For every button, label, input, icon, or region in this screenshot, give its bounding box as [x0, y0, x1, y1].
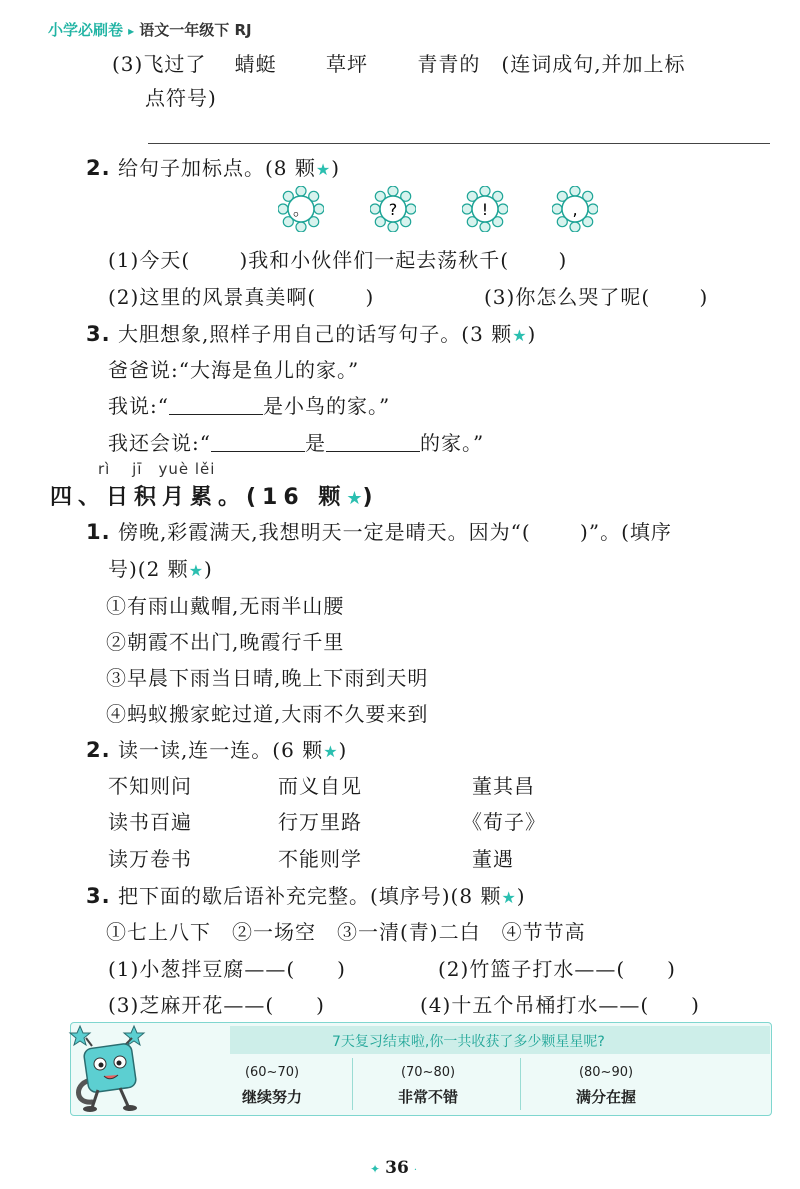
score-range: (80~90) — [578, 1065, 634, 1080]
question-title: 读一读,连一连。(6 颗 — [117, 738, 324, 762]
mascot-icon — [62, 1020, 158, 1116]
star-icon: ★ — [512, 326, 528, 345]
q2-line2a: (2)这里的风景真美啊( ) — [108, 285, 375, 309]
question-2 — [86, 152, 340, 181]
match-col1-item: 读书百遍 — [108, 810, 192, 834]
score-label: 满分在握 — [575, 1088, 636, 1106]
close-paren: ) — [362, 485, 379, 510]
match-col1-item: 不知则问 — [108, 774, 192, 798]
flower-comma-icon — [552, 186, 598, 232]
score-range: (60~70) — [244, 1065, 300, 1080]
section-pinyin: rì jī yuè lěi — [98, 460, 216, 478]
score-range: (70~80) — [400, 1065, 456, 1080]
star-icon: ★ — [501, 888, 517, 907]
question-number: 2. — [86, 738, 111, 762]
question-line1: 傍晚,彩霞满天,我想明天一定是晴天。因为“( )”。(填序 — [117, 520, 672, 544]
fill-blank[interactable] — [211, 433, 305, 452]
q3-line2-post: 是小鸟的家。” — [262, 394, 391, 418]
divider — [352, 1058, 353, 1110]
q3-example: 爸爸说:“大海是鱼儿的家。” — [108, 358, 360, 382]
q3-line2-pre: 我说:“ — [108, 394, 169, 418]
option-1: ①有雨山戴帽,无雨半山腰 — [106, 594, 345, 618]
close-paren: ) — [516, 884, 526, 908]
match-col3-item: 《荀子》 — [462, 810, 546, 834]
fill-blank[interactable] — [169, 396, 263, 415]
s4-question-1 — [86, 516, 672, 545]
question-title: 给句子加标点。(8 颗 — [117, 156, 316, 180]
s4q3-line2a: (3)芝麻开花——( ) — [108, 993, 325, 1017]
star-icon: ★ — [188, 561, 205, 580]
question-number: 2. — [86, 156, 111, 180]
star-icon: ★ — [346, 488, 363, 509]
sparkle-icon: ✦ — [370, 1162, 381, 1176]
option-4: ④蚂蚁搬家蛇过道,大雨不久要来到 — [106, 702, 429, 726]
q3-3-line2: 点符号) — [145, 86, 217, 110]
dot-icon: · — [413, 1165, 418, 1176]
question-title: 把下面的歇后语补充完整。(填序号)(8 颗 — [117, 884, 502, 908]
close-paren: ) — [527, 322, 537, 346]
divider — [520, 1058, 521, 1110]
match-col2-item: 而义自见 — [278, 774, 362, 798]
close-paren: ) — [338, 738, 348, 762]
s4-question-2 — [86, 734, 347, 763]
question-line2: 号)(2 颗 — [108, 557, 189, 581]
score-label: 继续努力 — [241, 1088, 302, 1106]
flower-mark: , — [572, 200, 578, 219]
flower-question-icon — [370, 186, 416, 232]
question-number: 1. — [86, 520, 111, 544]
header-arrow: ▸ — [128, 24, 135, 38]
close-paren: ) — [331, 156, 340, 180]
page-number-text: 36 — [385, 1158, 409, 1178]
q3-line3-pre: 我还会说:“ — [108, 431, 211, 455]
option-3: ③早晨下雨当日晴,晚上下雨到天明 — [106, 666, 429, 690]
q3-line3 — [108, 427, 484, 456]
match-col2-item: 不能则学 — [278, 847, 362, 871]
q3-line3-post: 的家。” — [419, 431, 485, 455]
flower-mark: 。 — [292, 200, 310, 219]
section-title-text: 四、日积月累。(16 颗 — [50, 485, 347, 510]
s4q3-line2b: (4)十五个吊桶打水——( ) — [420, 993, 700, 1017]
question-3 — [86, 318, 536, 347]
match-col3-item: 董其昌 — [472, 774, 535, 798]
header-subject: 语文一年级下 RJ — [139, 21, 252, 39]
q3-line3-mid: 是 — [304, 431, 326, 455]
section-title — [50, 480, 379, 511]
star-icon: ★ — [323, 742, 339, 761]
s4q3-choices: ①七上八下 ②一场空 ③一清(青)二白 ④节节高 — [106, 920, 586, 944]
option-2: ②朝霞不出门,晚霞行千里 — [106, 630, 345, 654]
s4q1-line2 — [108, 553, 213, 582]
s4-question-3 — [86, 880, 526, 909]
fill-blank[interactable] — [326, 433, 420, 452]
q3-3-line1: (3)飞过了 蜻蜓 草坪 青青的 (连词成句,并加上标 — [112, 52, 686, 76]
q2-line1: (1)今天( )我和小伙伴们一起去荡秋千( ) — [108, 248, 568, 272]
s4q3-line1b: (2)竹篮子打水——( ) — [438, 957, 676, 981]
flower-period-icon — [278, 186, 324, 232]
star-icon: ★ — [315, 160, 332, 179]
q2-line2b: (3)你怎么哭了呢( ) — [484, 285, 709, 309]
flower-exclaim-icon — [462, 186, 508, 232]
close-paren: ) — [204, 557, 213, 581]
flower-mark: ! — [481, 200, 489, 219]
match-col2-item: 行万里路 — [278, 810, 362, 834]
page-header — [48, 19, 252, 40]
score-label: 非常不错 — [397, 1088, 458, 1106]
header-brand: 小学必刷卷 — [48, 21, 124, 39]
question-number: 3. — [86, 322, 111, 346]
star-tally-heading: 7天复习结束啦,你一共收获了多少颗星星呢? — [332, 1034, 605, 1050]
question-title: 大胆想象,照样子用自己的话写句子。(3 颗 — [117, 322, 513, 346]
s4q3-line1a: (1)小葱拌豆腐——( ) — [108, 957, 346, 981]
page-number — [370, 1158, 417, 1178]
question-number: 3. — [86, 884, 111, 908]
q3-line2 — [108, 390, 390, 419]
flower-mark: ? — [388, 200, 398, 219]
match-col3-item: 董遇 — [472, 847, 514, 871]
answer-line — [148, 143, 770, 144]
match-col1-item: 读万卷书 — [108, 847, 192, 871]
